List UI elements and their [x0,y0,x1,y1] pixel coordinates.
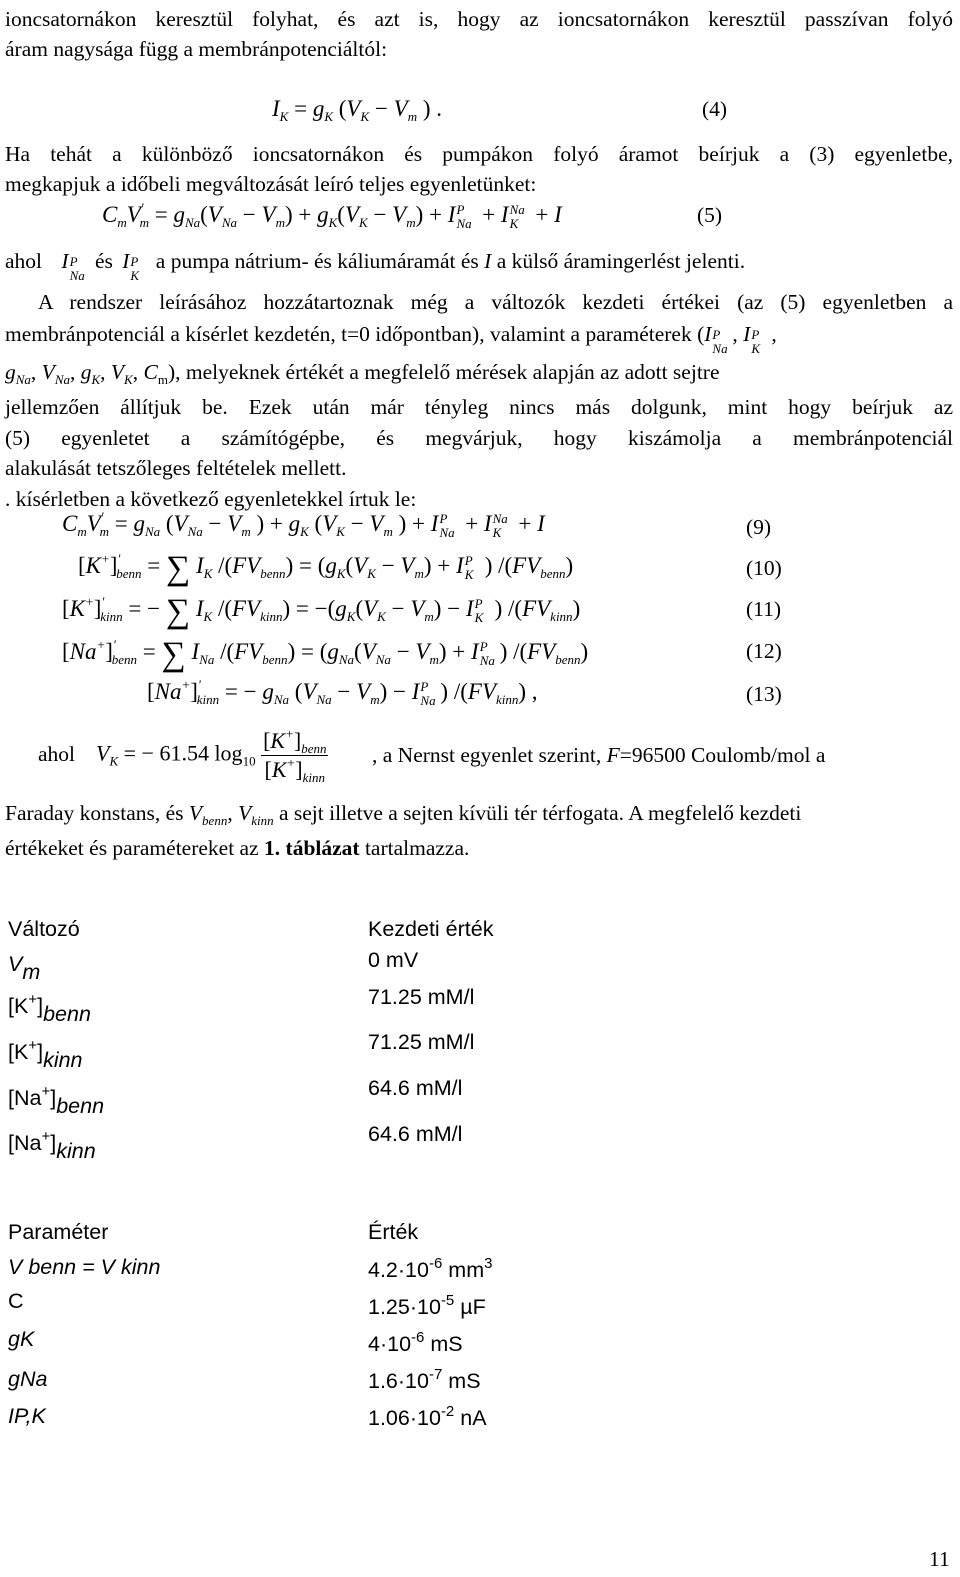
para3-line1: A rendszer leírásához hozzátartoznak még a változók kezdeti értékei (az (5) egyenletben a [38,290,953,314]
unit: µF [460,1295,486,1319]
para3-line3: $g_{Na}$, $V_{Na}$, $g_K$, $V_K$, $C_m$), melyeknek értékét a megfelelő mérések alapján az adott sejtre [5,360,720,387]
unit: nA [460,1406,487,1430]
var-sub: kinn [56,1139,96,1163]
table2-row-value: $4\cdot 10^{-6}$ mS [368,1329,463,1356]
table2-header-value: Érték [368,1220,419,1244]
exponent: -7 [428,1366,443,1383]
nernst-text-a: , a Nernst egyenlet szerint, [372,743,602,767]
table1-row-name [8,1037,83,1072]
current-I: I [484,249,492,273]
mantissa: 1.25 [368,1295,410,1319]
var-sup: + [41,1083,51,1100]
table1-row-value: 71.25 mM/l [368,1030,475,1054]
equation-12: $[Na^+]'_{benn}$ = ∑ $I_{Na}$ $/(FV_{benn}) = (g_{Na}(V_{Na} - V_m) + I$ P Na ) $/(FV_{benn})$ [62,636,589,673]
log-base: 10 [242,753,256,769]
ahol-rest-b: a külső áramingerlést jelenti. [496,249,746,273]
mantissa: 1.6 [368,1369,398,1393]
var-name: [K [8,1040,29,1064]
var-name: [K [8,994,29,1018]
mantissa: 1.06 [368,1406,410,1430]
table1-row-value: 64.6 mM/l [368,1076,463,1100]
equation-11-number: (11) [746,597,782,621]
equation-11: $[K^+]'_{kinn}$ = − ∑ $I_K$ $/(FV_{kinn}) = -(g_K(V_K - V_m) - I$ P K ) $/(FV_{kinn})$ [62,593,581,630]
table1-row-name [8,950,41,984]
var-sub: benn [56,1094,105,1118]
equation-13-number: (13) [746,682,782,706]
para4-line1: Faraday konstans, és $V_{benn}$, $V_{kinn}$ a sejt illetve a sejten kívüli tér térfogata. A megfelelő kezdeti [5,801,802,828]
table2-row-value: $1.06\cdot 10^{-2}$ nA [368,1403,487,1430]
equation-9-number: (9) [746,515,772,539]
equation-5-number: (5) [697,203,723,227]
nernst-constant: = − 61.54 log [123,740,243,766]
exponent: -6 [411,1329,425,1346]
nernst-fraction: $\frac{[K^+]_{benn}}{[K^+]_{kinn}}$ [263,726,327,785]
var-close: ] [37,1040,44,1064]
para1-line1: ioncsatornákon keresztül folyhat, és azt is, hogy az ioncsatornákon keresztül passzívan folyó [5,7,953,31]
table2-row-value: $1.6\cdot 10^{-7}$ mS [368,1366,481,1393]
para2-line1: Ha tehát a különböző ioncsatornákon és pumpákon folyó áramot beírjuk a (3) egyenletbe, [5,142,953,166]
mantissa: 4 [368,1332,380,1356]
var-sup: + [28,991,38,1008]
faraday-symbol: F [606,743,620,767]
es-word: és [94,249,113,273]
para3-line7: . kísérletben a következő egyenletekkel írtuk le: [5,487,417,511]
var-sup: + [28,1037,38,1054]
para4-text-d: tartalmazza. [364,836,470,860]
ahol-rest-a: a pumpa nátrium- és káliumáramát és [155,249,479,273]
var-sub: kinn [43,1048,83,1072]
equation-4: $I_K = g_K$ ($V_K - V_m$ ) . [272,96,443,124]
equation-13: $[Na^+]'_{kinn}$ = − $g_{Na}$ $(V_{Na} - V_m) - I$ P Na ) $/(FV_{kinn})$ , [147,677,538,708]
equation-5: $C_mV'_m = g_{Na}(V_{Na} - V_m) + g_K(V_K - V_m) + I$ P Na + I Na K + I [102,200,562,231]
ahol-word: ahol [5,249,43,273]
nernst-text-b: =96500 Coulomb/mol a [619,743,826,767]
unit-sup: 3 [484,1255,493,1272]
para1-line2: áram nagysága függ a membránpotenciáltól: [5,37,388,61]
var-name: V [8,952,23,976]
equation-9: $C_mV'_m = g_{Na}$ ($V_{Na} - V_m$ ) + $g_K$ ($V_K - V_m$ ) + I P Na + I Na K + I [62,509,545,540]
unit: mS [448,1369,481,1393]
table1-row-value: 0 mV [368,948,419,972]
table2-row-label: gNa [8,1367,48,1391]
table1-row-name [8,1083,105,1118]
table2-row-value: $4.2\cdot 10^{-6}$ $mm^3$ [368,1255,493,1282]
var-close: ] [37,994,44,1018]
table1-row-value: 71.25 mM/l [368,985,475,1009]
var-name: [Na [8,1131,42,1155]
var-close: ] [50,1086,57,1110]
table-reference: 1. táblázat [264,836,360,860]
var-sub: m [22,960,41,984]
table2-row-label: C [8,1289,24,1313]
table1-header-variable: Változó [8,917,80,941]
table1-row-name [8,991,91,1026]
table1-header-value: Kezdeti érték [368,917,494,941]
nernst-equation: $V_K$ = − 61.54 $\log_{10}$ $\frac{[K^+]_{benn}}{[K^+]_{kinn}}$ [96,726,327,785]
exponent: -5 [440,1292,455,1309]
equation-10-number: (10) [746,556,782,580]
table2-row-label: gK [8,1327,35,1351]
para3-line2: membránpotenciál a kísérlet kezdetén, t=0 időpontban), valamint a paraméterek (I P Na , I P K , [5,322,777,357]
var-close: ] [50,1131,57,1155]
equation-4-number: (4) [702,97,728,121]
para3-line5: (5) egyenletet a számítógépbe, és megvárjuk, hogy kiszámolja a membránpotenciál [5,426,953,450]
table2-row-value: $1.25\cdot 10^{-5}$ µF [368,1292,486,1319]
unit: mS [430,1332,463,1356]
table2-row-label: IP,K [8,1404,46,1428]
para3-line6: alakulását tetszőleges feltételek mellett. [5,456,347,480]
para4-text-a: Faraday konstans, és [5,801,184,825]
para2-line2: megkapjuk a időbeli megváltozását leíró teljes egyenletünket: [5,172,537,196]
var-sub: benn [43,1002,91,1026]
exponent: -6 [428,1255,443,1272]
para3-line2-text: membránpotenciál a kísérlet kezdetén, t=0 időpontban), valamint a paraméterek ( [5,322,705,346]
table1-row-name [8,1128,96,1163]
para4-line2 [5,834,469,862]
var-sup: + [41,1128,51,1145]
table2-row-label: V benn = V kinn [8,1255,161,1279]
page-number: 11 [929,1547,950,1571]
equation-10: $[K^+]'_{benn}$ = ∑ $I_K$ $/(FV_{benn}) = (g_K(V_K - V_m) + I$ P K ) $/(FV_{benn})$ [78,550,574,587]
table1-row-value: 64.6 mM/l [368,1122,463,1146]
mantissa: 4.2 [368,1258,398,1282]
equation-12-number: (12) [746,639,782,663]
table2-header-parameter: Paraméter [8,1220,109,1244]
var-name: [Na [8,1086,42,1110]
exponent: -2 [440,1403,455,1420]
para3-line4: jellemzően állítjuk be. Ezek után már tényleg nincs más dolgunk, mint hogy beírjuk az [5,395,953,419]
nernst-ahol: ahol [38,742,76,766]
para4-text-c: értékeket és paramétereket az [5,836,259,860]
para4-text-b: a sejt illetve a sejten kívüli tér térfogata. A megfelelő kezdeti [278,801,802,825]
ahol-line-1: ahol I P Na és I P K a pumpa nátrium- és káliumáramát és I a külső áramingerlést jelenti. [5,249,746,284]
unit: mm [448,1258,485,1282]
nernst-text [372,741,825,769]
para3-line3-text: ), melyeknek értékét a megfelelő mérések alapján az adott sejtre [167,360,720,384]
